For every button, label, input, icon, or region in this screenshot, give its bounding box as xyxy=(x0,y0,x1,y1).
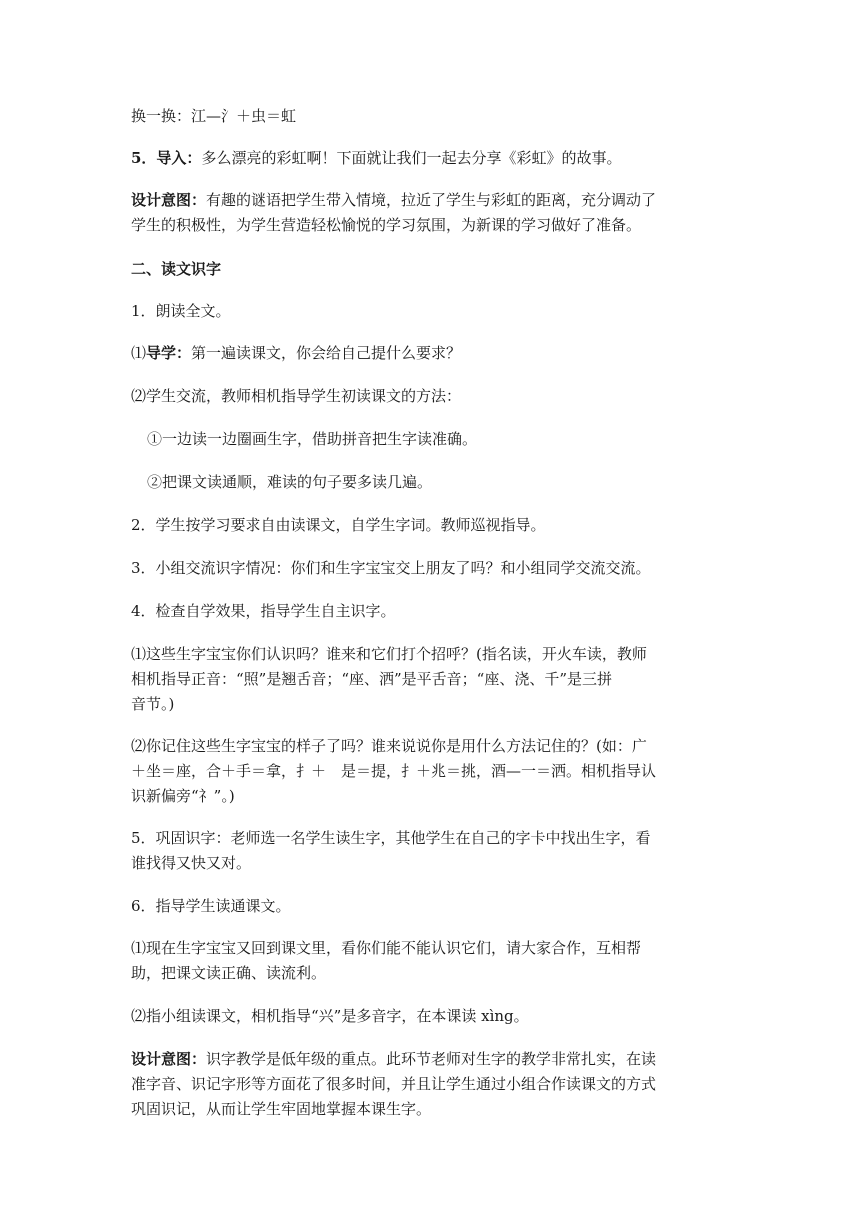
text-line: 谁找得又快又对。 xyxy=(131,854,252,872)
text-line xyxy=(131,187,731,213)
text-line: 巩固识记，从而让学生牢固地掌握本课生字。 xyxy=(131,1100,432,1118)
text-line xyxy=(131,340,731,366)
text-line: 3．小组交流识字情况：你们和生字宝宝交上朋友了吗？和小组同学交流交流。 xyxy=(131,559,651,577)
text-line: 助，把课文读正确、读流利。 xyxy=(131,964,327,982)
line-text: 第一遍读课文，你会给自己提什么要求？ xyxy=(191,344,462,362)
text-line: 5．巩固识字：老师选一名学生读生字，其他学生在自己的字卡中找出生字，看 xyxy=(131,829,651,847)
text-line: 相机指导正音：“照”是翘舌音；“座、洒”是平舌音；“座、浇、千”是三拼 xyxy=(131,670,613,688)
text-line: 1．朗读全文。 xyxy=(131,302,231,320)
text-line xyxy=(131,1046,731,1072)
line-text: 多么漂亮的彩虹啊！下面就让我们一起去分享《彩虹》的故事。 xyxy=(201,149,622,167)
text-line xyxy=(131,145,731,171)
line-text: 识字教学是低年级的重点。此环节老师对生字的教学非常扎实，在读 xyxy=(206,1050,657,1068)
text-line: ②把课文读通顺，难读的句子要多读几遍。 xyxy=(147,473,433,491)
text-line: 换一换：江—氵＋虫＝虹 xyxy=(131,107,297,125)
text-line: 6．指导学生读通课文。 xyxy=(131,897,291,915)
section-heading: 二、读文识字 xyxy=(131,260,222,278)
bold-label: 5．导入： xyxy=(131,149,202,167)
text-line: 音节。) xyxy=(131,695,175,713)
text-line: 学生的积极性，为学生营造轻松愉悦的学习氛围，为新课的学习做好了准备。 xyxy=(131,216,642,234)
text-line: ⑵指小组读课文，相机指导“兴”是多音字，在本课读 xìng。 xyxy=(131,1007,529,1025)
text-line: ⑵你记住这些生字宝宝的样子了吗？谁来说说你是用什么方法记住的？(如：广 xyxy=(131,737,647,755)
text-line: ①一边读一边圈画生字，借助拼音把生字读准确。 xyxy=(147,430,478,448)
line-text: 有趣的谜语把学生带入情境，拉近了学生与彩虹的距离，充分调动了 xyxy=(206,191,657,209)
text-line: 识新偏旁“礻”。) xyxy=(131,787,235,805)
text-line: 准字音、识记字形等方面花了很多时间，并且让学生通过小组合作读课文的方式 xyxy=(131,1075,657,1093)
text-line: 4．检查自学效果，指导学生自主识字。 xyxy=(131,602,396,620)
text-line: ＋坐＝座，合＋手＝拿，扌＋ 是＝提，扌＋兆＝挑，酒—一＝洒。相机指导认 xyxy=(131,762,657,780)
line-prefix: ⑴ xyxy=(131,344,147,362)
text-line: 2．学生按学习要求自由读课文，自学生字词。教师巡视指导。 xyxy=(131,516,546,534)
text-line: ⑵学生交流，教师相机指导学生初读课文的方法： xyxy=(131,387,462,405)
text-line: ⑴现在生字宝宝又回到课文里，看你们能不能认识它们，请大家合作，互相帮 xyxy=(131,939,642,957)
text-line: ⑴这些生字宝宝你们认识吗？谁来和它们打个招呼？(指名读，开火车读，教师 xyxy=(131,645,647,663)
bold-label: 设计意图： xyxy=(131,1050,207,1068)
bold-label: 设计意图： xyxy=(131,191,207,209)
bold-label: 导学： xyxy=(146,344,192,362)
